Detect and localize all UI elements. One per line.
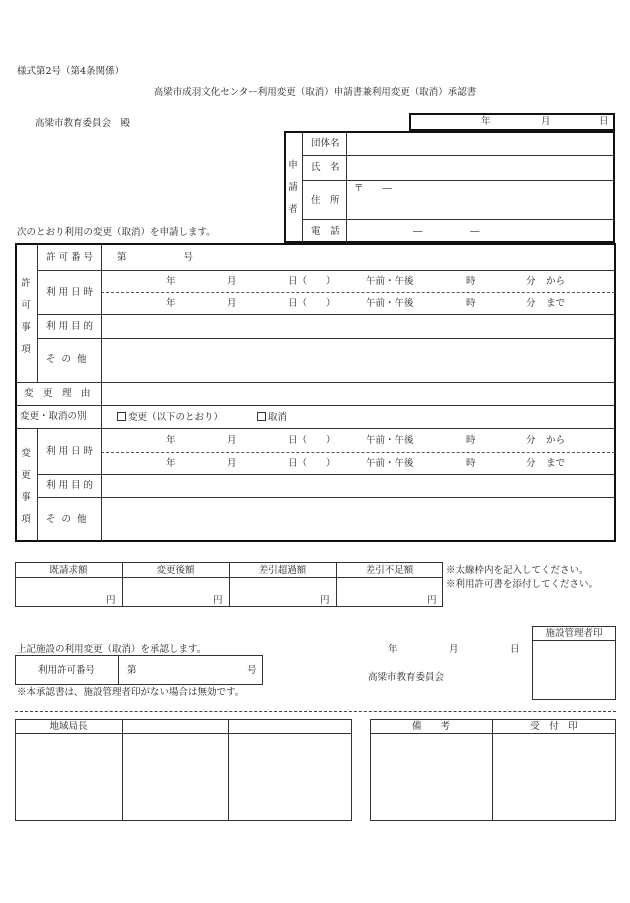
fee-header-billed: 既請求額: [49, 565, 88, 576]
approval-day: 日: [510, 644, 520, 655]
remarks-label: 備 考: [411, 721, 450, 732]
fee-unit-3: 円: [320, 595, 330, 606]
change-to-year: 年: [166, 458, 176, 469]
fee-after-field[interactable]: [123, 578, 228, 606]
permit-no-prefix: 第: [127, 665, 137, 676]
change-from-year: 年: [166, 435, 176, 446]
change-reason-label: 変 更 理 由: [24, 388, 91, 399]
cancel-checkbox[interactable]: [257, 412, 266, 421]
change-option-label: 変更（以下のとおり）: [128, 412, 224, 423]
phone-label: 電 話: [311, 226, 340, 237]
group-name-field[interactable]: [347, 132, 614, 154]
fee-header-excess: 差引超過額: [258, 565, 307, 576]
change-purpose-field[interactable]: [102, 475, 614, 496]
change-other-field[interactable]: [102, 498, 614, 540]
phone-field[interactable]: [347, 220, 614, 242]
date-day-label: 日: [599, 116, 609, 127]
name-label: 氏 名: [311, 162, 340, 173]
regional-director-label: 地域局長: [49, 721, 88, 732]
fee-header-after: 変更後額: [156, 565, 195, 576]
fee-unit-2: 円: [213, 595, 223, 606]
permit-from-minute: 分: [526, 276, 536, 287]
change-side-1: 変: [21, 448, 31, 459]
cut-line: [15, 711, 616, 712]
approval-text: 上記施設の利用変更（取消）を承認します。: [17, 644, 207, 655]
applicant-side-3: 者: [288, 204, 298, 215]
permit-from-suffix: から: [546, 276, 566, 287]
date-year-label: 年: [481, 116, 491, 127]
approval-note: ※本承認書は、施設管理者印がない場合は無効です。: [17, 687, 245, 698]
permit-to-month: 月: [227, 298, 237, 309]
change-to-minute: 分: [526, 458, 536, 469]
change-reason-field[interactable]: [102, 383, 614, 404]
change-side-3: 事: [21, 492, 31, 503]
permit-to-year: 年: [166, 298, 176, 309]
permit-side-1: 許: [21, 278, 31, 289]
name-field[interactable]: [347, 156, 614, 179]
change-from-day: 日（ ）: [288, 435, 336, 446]
postal-code-mark: 〒 ―: [354, 183, 393, 194]
applicant-side-1: 申: [288, 160, 298, 171]
change-to-day: 日（ ）: [288, 458, 336, 469]
note-fill-bold: ※太線枠内を記入してください。: [446, 565, 589, 576]
permit-to-ampm: 午前・午後: [366, 298, 414, 309]
permit-side-3: 事: [21, 322, 31, 333]
phone-separator: ― ―: [413, 226, 480, 237]
permit-no-suffix: 号: [247, 665, 257, 676]
change-from-month: 月: [227, 435, 237, 446]
cancel-option[interactable]: [257, 412, 287, 423]
addressee: 高梁市教育委員会 殿: [35, 118, 131, 129]
change-from-minute: 分: [526, 435, 536, 446]
change-option[interactable]: [117, 412, 223, 423]
form-title: 高梁市成羽文化センター利用変更（取消）申請書兼利用変更（取消）承認書: [153, 87, 477, 98]
fee-header-shortage: 差引不足額: [365, 565, 414, 576]
change-datetime-label: 利用日時: [46, 446, 97, 457]
permit-no-label: 利用許可番号: [37, 665, 95, 676]
permit-number-value: 第 号: [117, 252, 194, 263]
permit-from-ampm: 午前・午後: [366, 276, 414, 287]
application-date-box[interactable]: [409, 113, 615, 131]
permit-from-year: 年: [166, 276, 176, 287]
permit-number-field[interactable]: [102, 245, 614, 269]
change-purpose-label: 利用目的: [46, 480, 97, 491]
change-type-label: 変更・取消の別: [20, 411, 87, 422]
remarks-box: [370, 719, 616, 821]
note-attach-permit: ※利用許可書を添付してください。: [446, 579, 599, 590]
officials-box: [15, 719, 352, 821]
permit-from-day: 日（ ）: [288, 276, 336, 287]
address-field[interactable]: [347, 181, 614, 218]
change-side-2: 更: [21, 470, 31, 481]
applicant-side-2: 請: [288, 182, 298, 193]
change-from-hour: 時: [466, 435, 476, 446]
address-label: 住 所: [311, 195, 340, 206]
intro-text: 次のとおり利用の変更（取消）を申請します。: [17, 227, 216, 238]
received-stamp-label: 受 付 印: [530, 721, 578, 732]
approval-year: 年: [388, 644, 398, 655]
permit-to-hour: 時: [466, 298, 476, 309]
permit-from-month: 月: [227, 276, 237, 287]
approval-month: 月: [449, 644, 459, 655]
manager-stamp-label: 施設管理者印: [545, 628, 603, 639]
permit-other-label: その他: [46, 354, 93, 365]
change-checkbox[interactable]: [117, 412, 126, 421]
permit-number-label: 許可番号: [46, 252, 97, 263]
change-to-hour: 時: [466, 458, 476, 469]
permit-other-field[interactable]: [102, 339, 614, 381]
fee-billed-field[interactable]: [16, 578, 121, 606]
change-other-label: その他: [46, 514, 93, 525]
fee-unit-1: 円: [106, 595, 116, 606]
change-to-month: 月: [227, 458, 237, 469]
fee-unit-4: 円: [427, 595, 437, 606]
permit-purpose-label: 利用目的: [46, 321, 97, 332]
form-number: 様式第2号（第4条関係）: [17, 66, 125, 77]
change-from-ampm: 午前・午後: [366, 435, 414, 446]
change-side-4: 項: [21, 514, 31, 525]
fee-shortage-field[interactable]: [337, 578, 442, 606]
change-from-suffix: から: [546, 435, 566, 446]
group-name-label: 団体名: [311, 138, 340, 149]
permit-side-2: 可: [21, 300, 31, 311]
permit-to-day: 日（ ）: [288, 298, 336, 309]
change-to-suffix: まで: [546, 458, 566, 469]
permit-to-minute: 分: [526, 298, 536, 309]
permit-from-hour: 時: [466, 276, 476, 287]
issuer: 高梁市教育委員会: [368, 672, 445, 683]
date-month-label: 月: [541, 116, 551, 127]
permit-side-4: 項: [21, 344, 31, 355]
fee-excess-field[interactable]: [230, 578, 335, 606]
permit-datetime-label: 利用日時: [46, 287, 97, 298]
permit-no-field[interactable]: [140, 657, 244, 683]
cancel-option-label: 取消: [268, 412, 288, 423]
permit-purpose-field[interactable]: [102, 315, 614, 337]
change-to-ampm: 午前・午後: [366, 458, 414, 469]
permit-to-suffix: まで: [546, 298, 566, 309]
